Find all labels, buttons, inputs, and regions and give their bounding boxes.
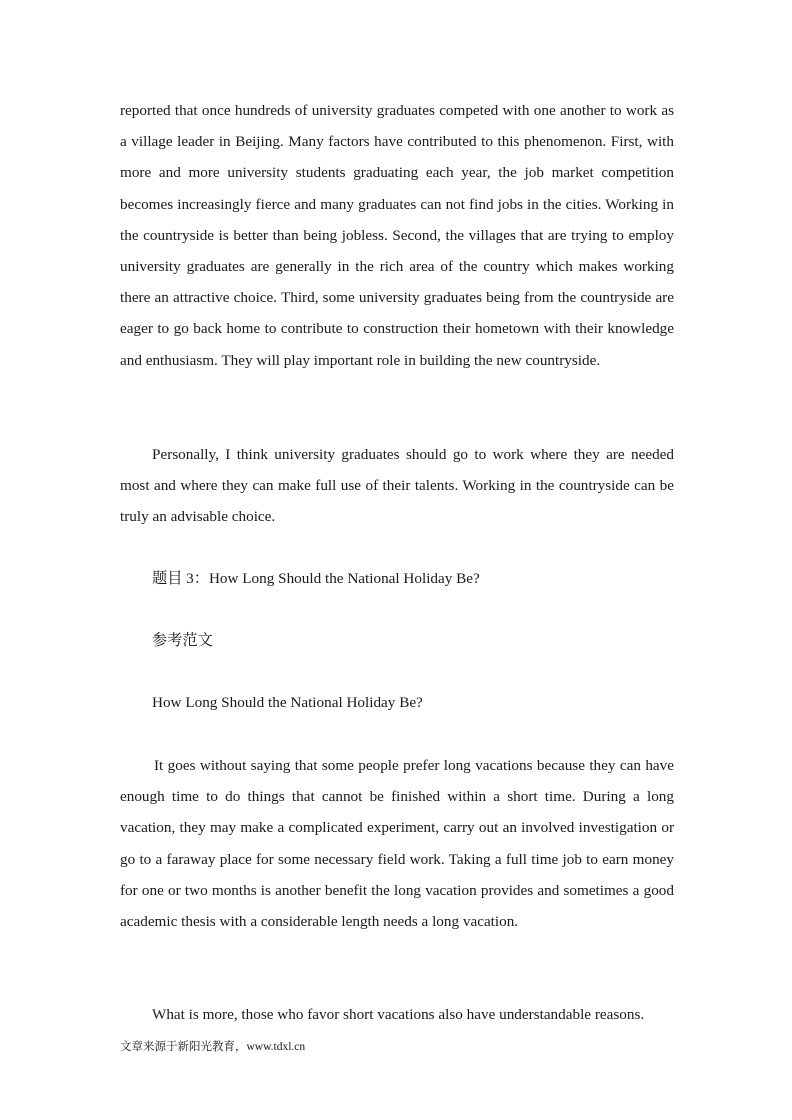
reference-label: 参考范文 (152, 632, 213, 649)
paragraph-conclusion: Personally, I think university graduates should go to work where they are needed most and where they can make full use of their talents. Working in the countryside can be truly an advisable choice. (120, 446, 674, 526)
essay-title: How Long Should the National Holiday Be? (152, 694, 423, 711)
topic-heading: 题目 3：How Long Should the National Holiday Be? (152, 570, 480, 587)
footer-source: 文章来源于新阳光教育，www.tdxl.cn (120, 1041, 306, 1053)
paragraph-continuation: reported that once hundreds of university graduates competed with one another to work as a village leader in Beijing. Many factors have contributed to this phenomenon. First, with more and more university students graduating each year, the job market competition becomes increasingly fierce and many graduates can not find jobs in the cities. Working in the countryside is better than being jobless. Second, the villages that are trying to employ university graduates are generally in the rich area of the country which makes working there an attractive choice. Third, some university graduates being from the countryside are eager to go back home to contribute to construction their hometown with their knowledge and enthusiasm. They will play important role in building the new countryside. (120, 102, 674, 369)
essay-paragraph-1: It goes without saying that some people prefer long vacations because they can have enough time to do things that cannot be finished within a short time. During a long vacation, they may make a complicated experiment, carry out an involved investigation or go to a faraway place for some necessary field work. Taking a full time job to earn money for one or two months is another benefit the long vacation provides and sometimes a good academic thesis with a considerable length needs a long vacation. (120, 757, 674, 931)
essay-paragraph-2: What is more, those who favor short vacations also have understandable reasons. (152, 1006, 645, 1023)
